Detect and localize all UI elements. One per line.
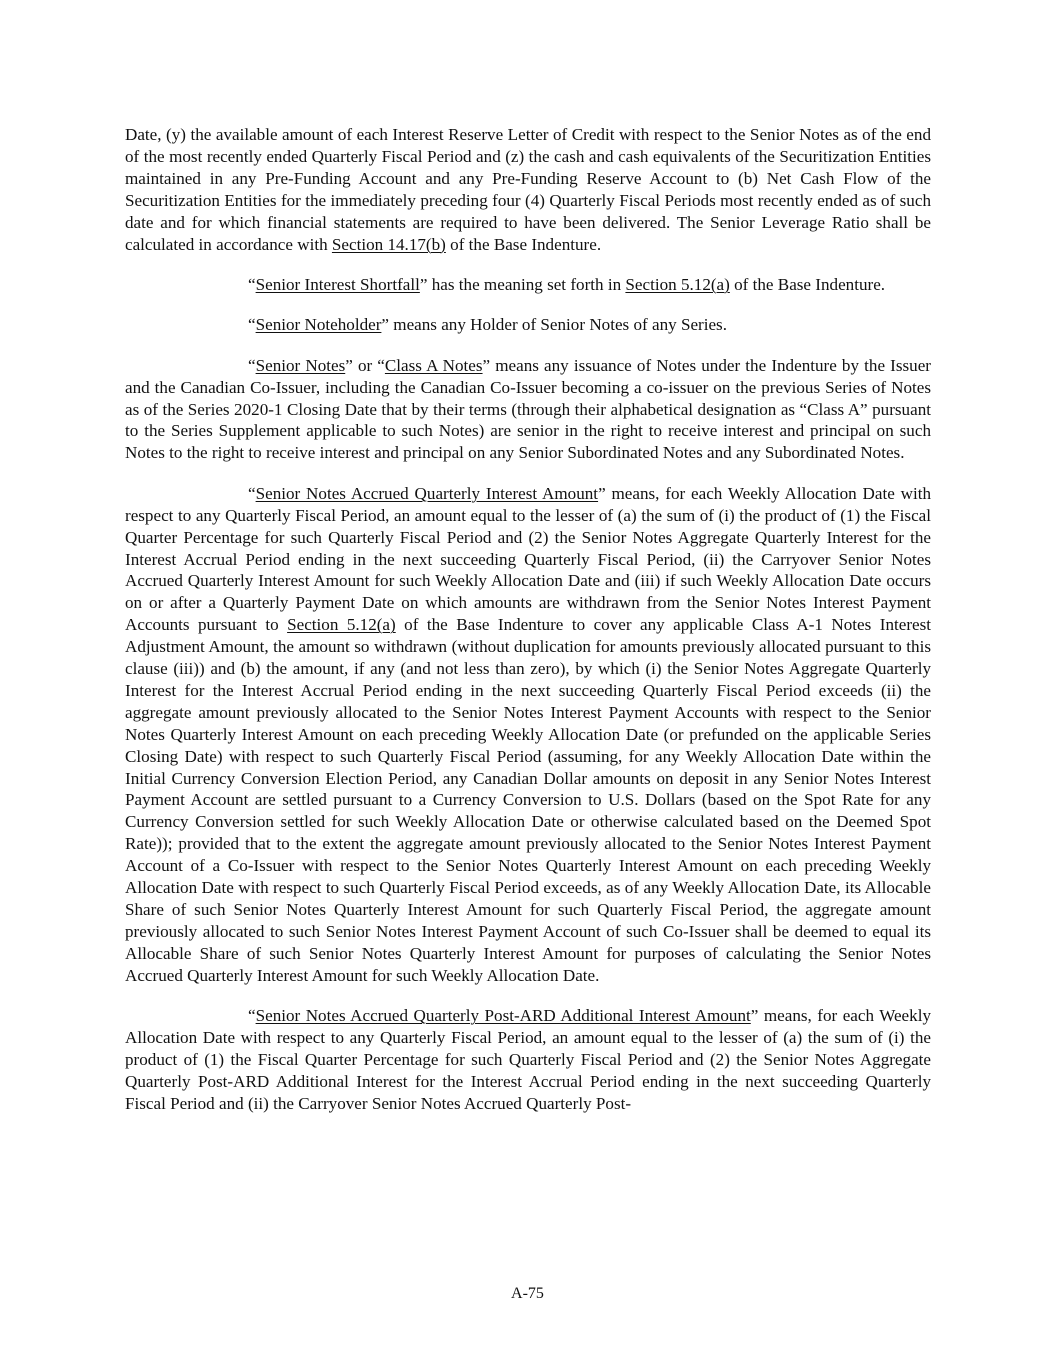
text-segment: “ [248, 355, 256, 375]
defined-term-reference: Senior Notes [255, 355, 346, 375]
defined-term-reference: Section 5.12(a) [287, 615, 396, 635]
paragraph-senior-notes-accrued-quarterly-interest-amount [125, 483, 931, 987]
text-segment: “ [248, 315, 256, 335]
text-segment: ” means, for each Weekly Allocation Date with respect to any Quarterly Fiscal Period, an amount equal to the lesser of (a) the sum of (i) the product of (1) the Fiscal Quarter Percentage for such Quarterly Fiscal Period and (2) the Senior Notes Aggregate Quarterly Interest for the Interest Accrual Period ending in the next succeeding Quarterly Fiscal Period, (ii) the Carryover Senior Notes Accrued Quarterly Interest Amount for such Weekly Allocation Date and (iii) if such Weekly Allocation Date occurs on or after a Quarterly Payment Date on which amounts are withdrawn from the Senior Notes Interest Payment Accounts pursuant to [125, 483, 931, 635]
paragraph-senior-notes-accrued-post-ard-additional-interest [125, 1005, 931, 1115]
text-segment: ” means any Holder of Senior Notes of any Series. [381, 315, 727, 335]
paragraph-senior-leverage-ratio-continued [125, 124, 931, 255]
defined-term-reference: Class A Notes [384, 355, 483, 375]
defined-term-reference: Senior Noteholder [255, 315, 382, 335]
defined-term-reference: Section 5.12(a) [625, 274, 730, 294]
text-segment: of the Base Indenture. [729, 274, 886, 294]
text-segment: ” means any issuance of Notes under the Indenture by the Issuer and the Canadian Co-Issuer, including the Canadian Co-Issuer becoming a co-issuer on the previous Series of Notes as of the Series 2020-1 Closing Date that by their terms (through their alphabetical designation as “Class A” pursuant to the Series Supplement applicable to such Notes) are senior in the right to receive interest and principal on such Notes to the right to receive interest and principal on any Senior Subordinated Notes and any Subordinated Notes. [125, 355, 931, 463]
text-segment: “ [248, 1006, 256, 1026]
paragraph-senior-noteholder [125, 314, 931, 336]
text-segment: “ [248, 274, 256, 294]
text-segment: ” means, for each Weekly Allocation Date with respect to any Quarterly Fiscal Period, an amount equal to the lesser of (a) the sum of (i) the product of (1) the Fiscal Quarter Percentage for such Quarterly Fiscal Period and (2) the Senior Notes Aggregate Quarterly Post-ARD Additional Interest for the Interest Accrual Period ending in the next succeeding Quarterly Fiscal Period and (ii) the Carryover Senior Notes Accrued Quarterly Post- [125, 1006, 931, 1113]
paragraph-senior-interest-shortfall [125, 274, 931, 296]
text-segment: Date, (y) the available amount of each Interest Reserve Letter of Credit with respect to the Senior Notes as of the end of the most recently ended Quarterly Fiscal Period and (z) the cash and cash equivalents of the Securitization Entities maintained in any Pre-Funding Account and any Pre-Funding Reserve Account to (b) Net Cash Flow of the Securitization Entities for the immediately preceding four (4) Quarterly Fiscal Periods most recently ended as of such date and for which financial statements are required to have been delivered. The Senior Leverage Ratio shall be calculated in accordance with [125, 125, 931, 254]
defined-term-reference: Senior Notes Accrued Quarterly Interest Amount [255, 483, 599, 503]
text-segment: “ [248, 483, 256, 503]
page-number: A-75 [511, 1285, 544, 1302]
text-segment: of the Base Indenture to cover any applicable Class A-1 Notes Interest Adjustment Amount, the amount so withdrawn (without duplication for amounts previously allocated pursuant to this clause (iii)) and (b) the amount, if any (and not less than zero), by which (i) the Senior Notes Aggregate Quarterly Interest for the Interest Accrual Period ending in the next succeeding Quarterly Fiscal Period exceeds (ii) the aggregate amount previously allocated to the Senior Notes Interest Payment Accounts with respect to the Senior Notes Quarterly Interest Amount on each preceding Weekly Allocation Date (or prefunded on the applicable Series Closing Date) with respect to such Quarterly Fiscal Period (assuming, for any Weekly Allocation Date within the Initial Currency Conversion Election Period, any Canadian Dollar amounts on deposit in any Senior Notes Interest Payment Account are settled pursuant to a Currency Conversion to U.S. Dollars (based on the Spot Rate for any Currency Conversion settled for such Weekly Allocation Date or otherwise calculated based on the Deemed Spot Rate)); provided that to the extent the aggregate amount previously allocated to the Senior Notes Interest Payment Account of a Co-Issuer with respect to the Senior Notes Quarterly Interest Amount on each preceding Weekly Allocation Date with respect to such Quarterly Fiscal Period exceeds, as of any Weekly Allocation Date, its Allocable Share of such Senior Notes Quarterly Interest Amount for such Quarterly Fiscal Period, the aggregate amount previously allocated to such Senior Notes Interest Payment Account of such Co-Issuer shall be deemed to equal its Allocable Share of such Senior Notes Quarterly Interest Amount for purposes of calculating the Senior Notes Accrued Quarterly Interest Amount for such Weekly Allocation Date. [125, 615, 932, 985]
defined-term-reference: Senior Interest Shortfall [255, 274, 420, 294]
document-body [125, 124, 931, 1133]
text-segment: ” or “ [345, 355, 385, 375]
text-segment: of the Base Indenture. [445, 234, 602, 254]
defined-term-reference: Section 14.17(b) [331, 234, 446, 254]
paragraph-senior-notes [125, 355, 931, 465]
text-segment: ” has the meaning set forth in [419, 274, 626, 294]
defined-term-reference: Senior Notes Accrued Quarterly Post-ARD Additional Interest Amount [255, 1006, 751, 1026]
